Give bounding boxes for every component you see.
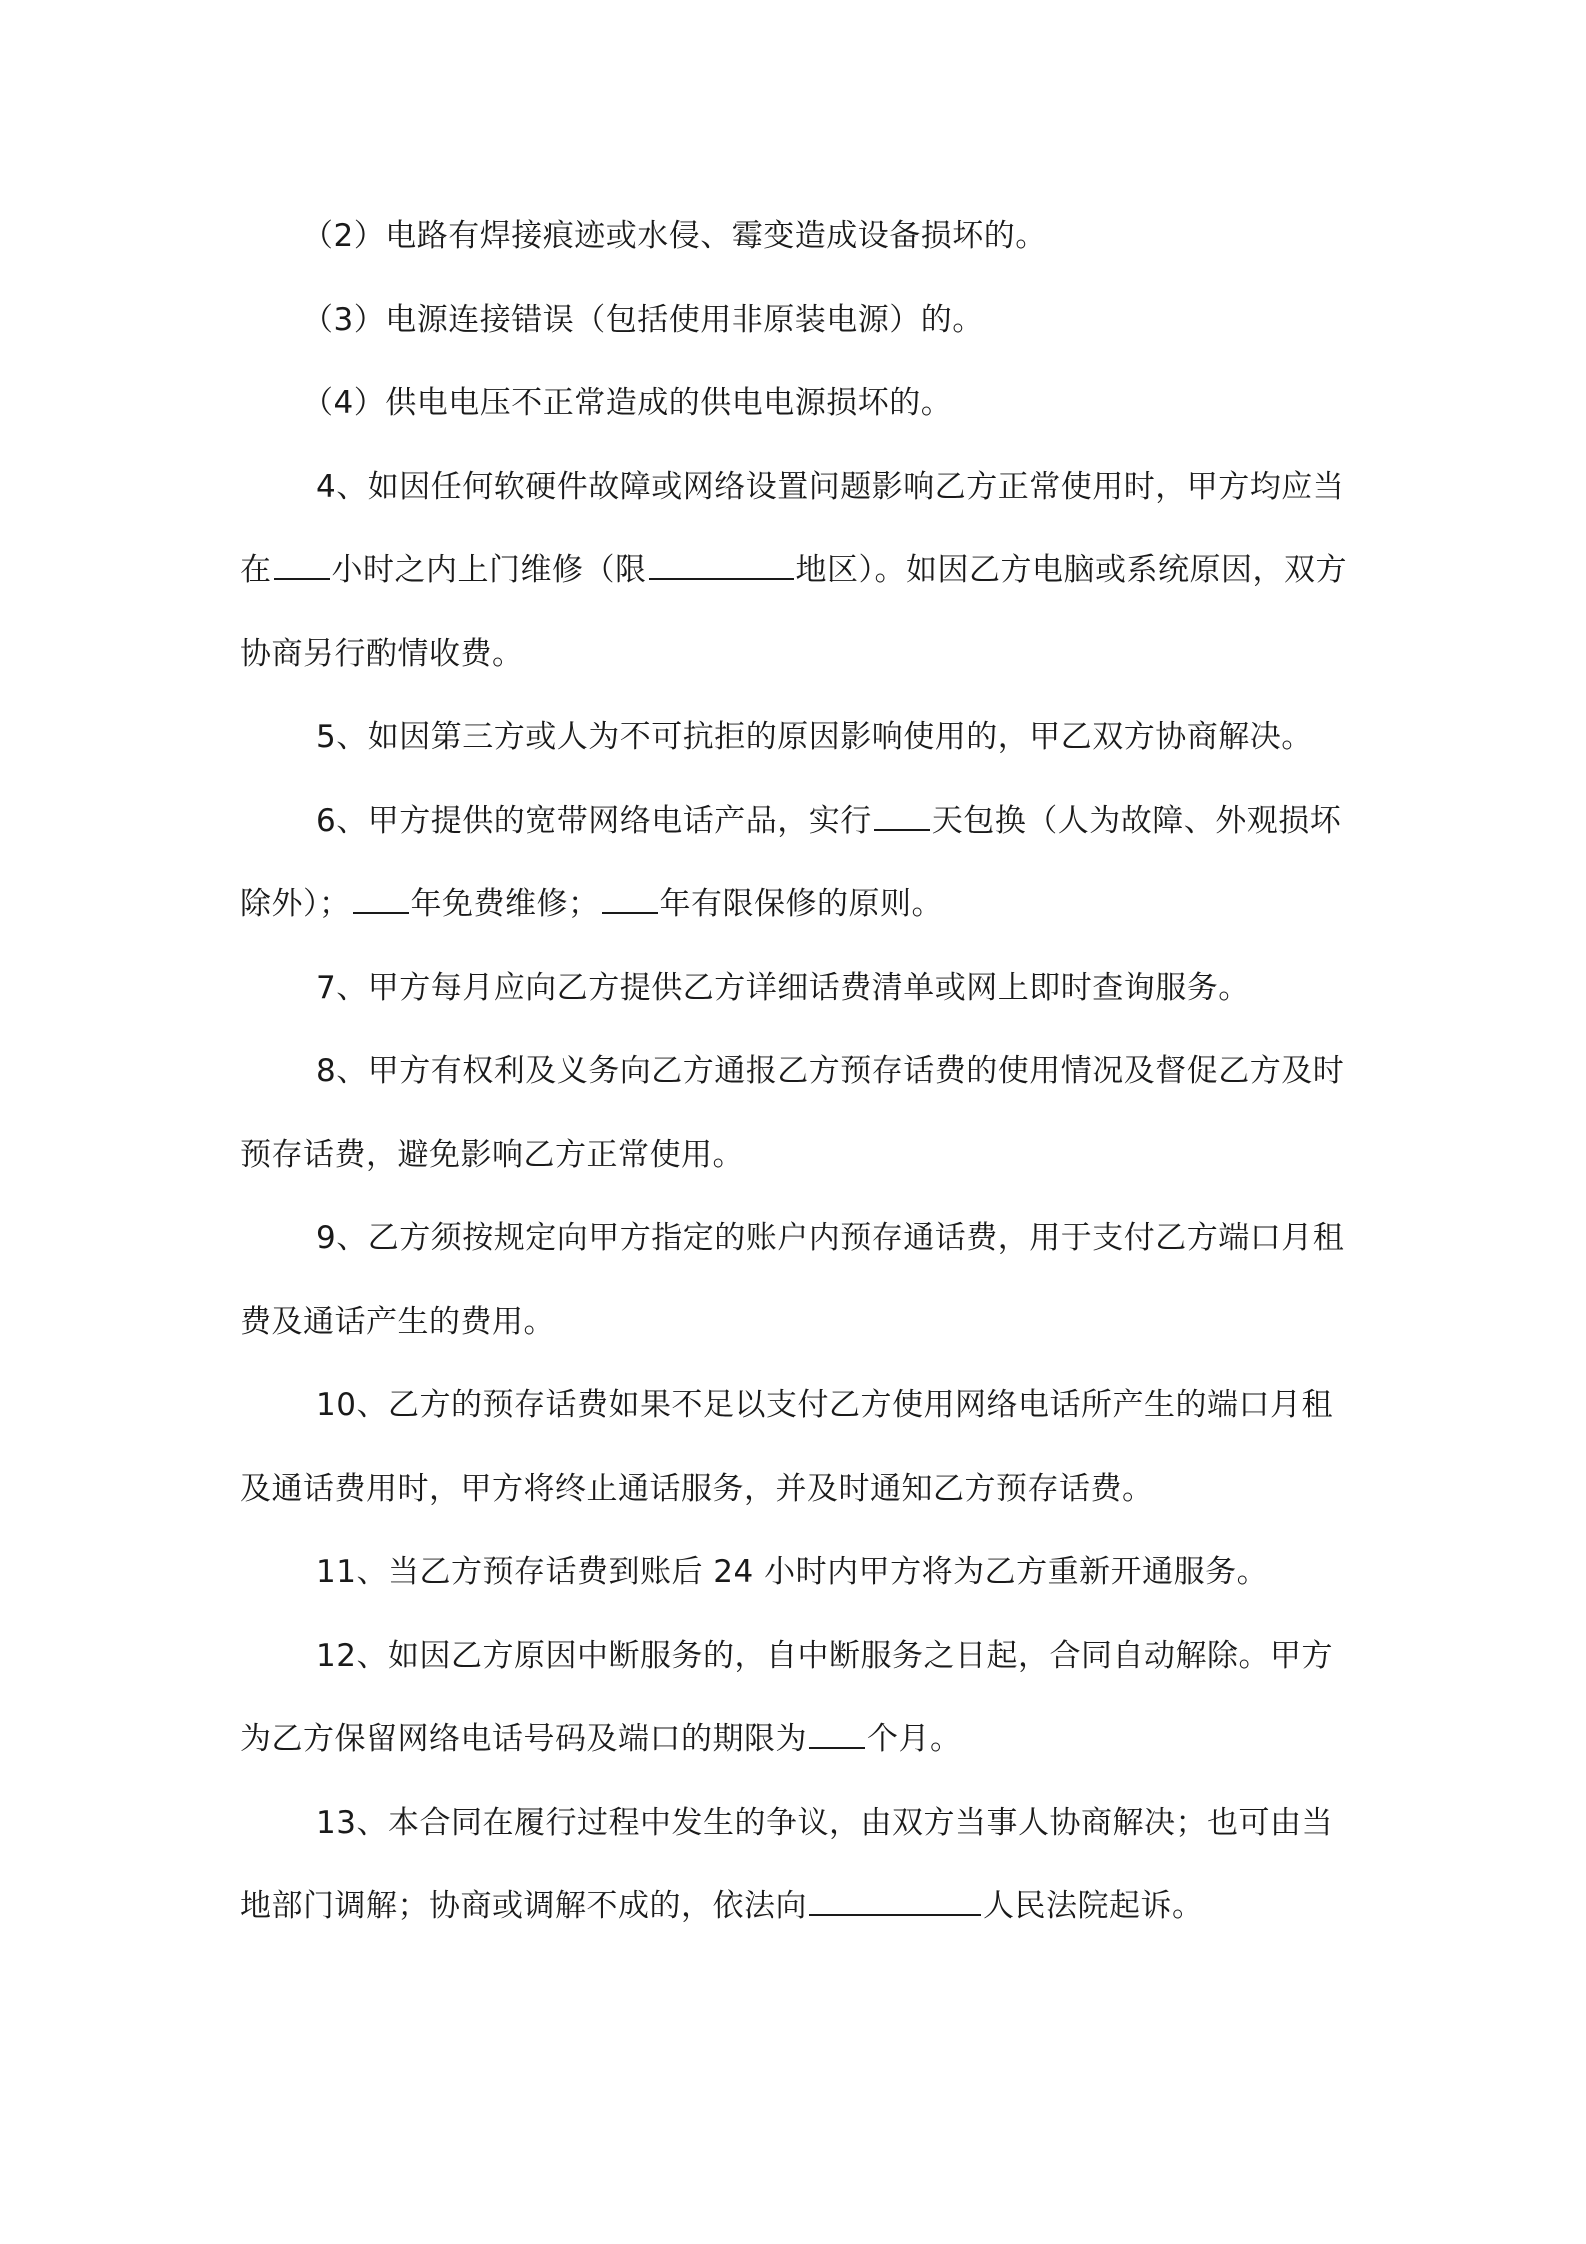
hours-blank bbox=[274, 552, 330, 580]
clause-12 bbox=[240, 1615, 1350, 1782]
clause-4-text-1: 4、如因任何软硬件故障或网络设置问题影响乙方正常使用时，甲方均应当在 bbox=[240, 468, 1345, 588]
clause-7: 7、甲方每月应向乙方提供乙方详细话费清单或网上即时查询服务。 bbox=[316, 969, 1250, 1006]
clause-11: 11、当乙方预存话费到账后 24 小时内甲方将为乙方重新开通服务。 bbox=[316, 1554, 1269, 1590]
clause-10: 10、乙方的预存话费如果不足以支付乙方使用网络电话所产生的端口月租及通话费用时，甲方将终止通话服务，并及时通知乙方预存话费。 bbox=[240, 1387, 1333, 1507]
clause-12-text-1: 12、如因乙方原因中断服务的，自中断服务之日起，合同自动解除。甲方为乙方保留网络电话号码及端口的期限为 bbox=[240, 1637, 1333, 1757]
clause-9: 9、乙方须按规定向甲方指定的账户内预存通话费，用于支付乙方端口月租费及通话产生的费用。 bbox=[240, 1220, 1345, 1340]
clause-4-text-2: 小时之内上门维修（限 bbox=[331, 552, 647, 588]
region-blank bbox=[649, 552, 794, 580]
clause-5: 5、如因第三方或人为不可抗拒的原因影响使用的，甲乙双方协商解决。 bbox=[316, 719, 1313, 755]
free-repair-years-blank bbox=[353, 886, 409, 914]
list-item: （3）电源连接错误（包括使用非原装电源）的。 bbox=[302, 301, 984, 338]
clause-4-text-3: 地区）。如因乙方电脑或系统原因，双方协商另行酌情收费。 bbox=[240, 552, 1347, 672]
clause-4 bbox=[240, 446, 1350, 697]
clause-13-text-1: 13、本合同在履行过程中发生的争议，由双方当事人协商解决；也可由当地部门调解；协商或调解不成的，依法向 bbox=[240, 1804, 1333, 1924]
clause-8: 8、甲方有权利及义务向乙方通报乙方预存话费的使用情况及督促乙方及时预存话费，避免影响乙方正常使用。 bbox=[240, 1053, 1345, 1173]
clause-13 bbox=[240, 1782, 1350, 1949]
clause-12-text-2: 个月。 bbox=[867, 1721, 962, 1757]
document-body bbox=[240, 195, 1350, 1949]
court-blank bbox=[809, 1888, 981, 1916]
warranty-years-blank bbox=[602, 886, 658, 914]
exchange-days-blank bbox=[874, 803, 930, 831]
clause-6 bbox=[240, 780, 1350, 947]
clause-6-text-4: 年有限保修的原则。 bbox=[659, 886, 943, 922]
clause-13-text-2: 人民法院起诉。 bbox=[983, 1888, 1204, 1924]
clause-6-text-1: 6、甲方提供的宽带网络电话产品，实行 bbox=[316, 802, 872, 839]
clause-6-text-3: 年免费维修； bbox=[410, 886, 600, 922]
months-blank bbox=[809, 1721, 865, 1749]
clause-6-text-2: 天包换（人为故障、外观损坏除外）； bbox=[240, 802, 1342, 922]
list-item: （4）供电电压不正常造成的供电电源损坏的。 bbox=[302, 385, 953, 421]
list-item: （2）电路有焊接痕迹或水侵、霉变造成设备损坏的。 bbox=[302, 218, 1047, 254]
